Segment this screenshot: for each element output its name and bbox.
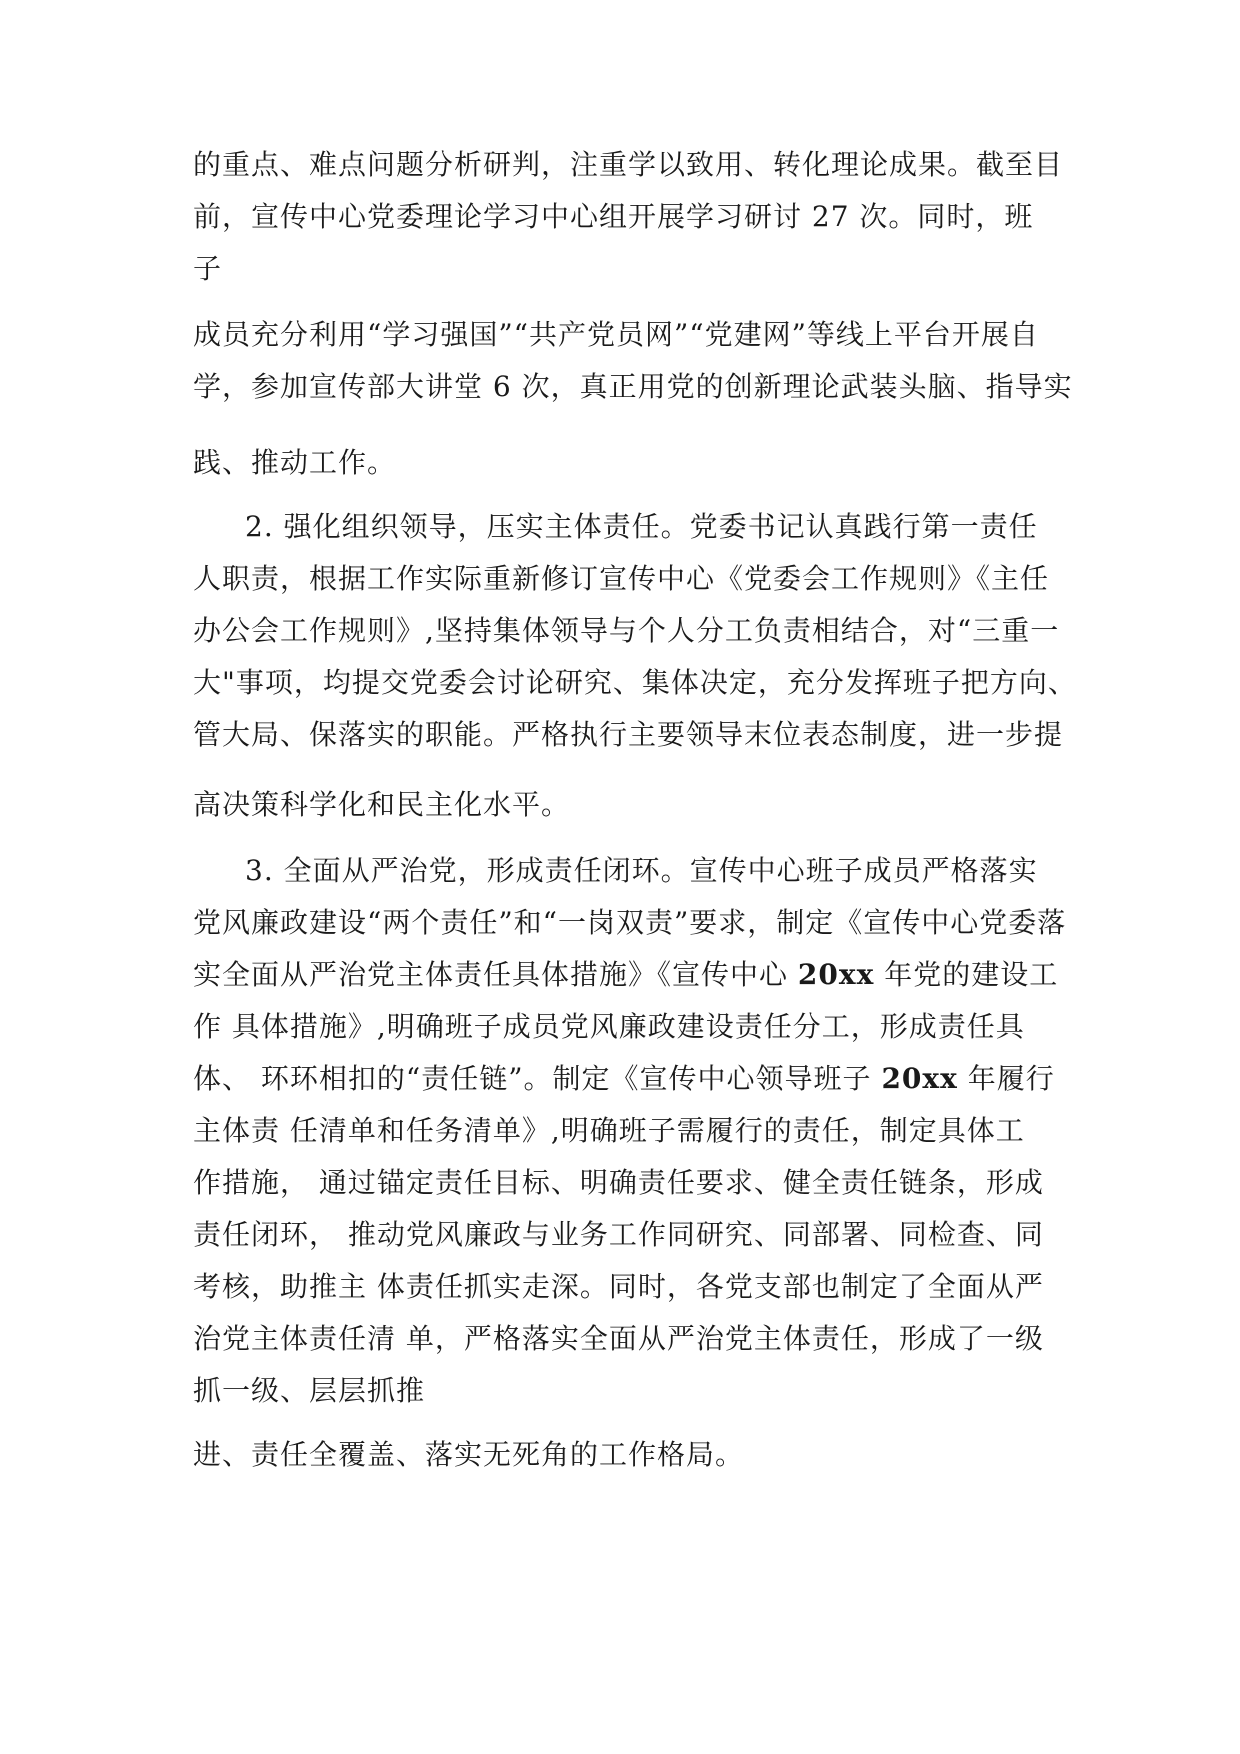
text-line: 成员充分利用“学习强国”“共产党员网”“党建网”等线上平台开展自 — [193, 318, 1039, 351]
text-line: 人职责，根据工作实际重新修订宣传中心《党委会工作规则》《主任 — [193, 562, 1050, 595]
text-line: 作 具体措施》,明确班子成员党风廉政建设责任分工，形成责任具 — [193, 1010, 1025, 1043]
text-line: 抓一级、层层抓推 — [193, 1374, 426, 1407]
text-line: 管大局、保落实的职能。严格执行主要领导末位表态制度，进一步提 — [193, 718, 1064, 751]
text-line: 前，宣传中心党委理论学习中心组开展学习研讨 27 次。同时，班 — [193, 200, 1034, 233]
text-line: 办公会工作规则》,坚持集体领导与个人分工负责相结合，对“三重一 — [193, 614, 1060, 647]
text-line: 践、推动工作。 — [193, 446, 397, 479]
text-line: 考核，助推主 体责任抓实走深。同时，各党支部也制定了全面从严 — [193, 1270, 1044, 1303]
text-line: 大"事项，均提交党委会讨论研究、集体决定，充分发挥班子把方向、 — [193, 666, 1077, 699]
text-line — [193, 958, 1058, 992]
text-line — [193, 1062, 1055, 1096]
text-segment: 体、 环环相扣的“责任链”。制定《宣传中心领导班子 — [193, 1062, 872, 1095]
text-line: 党风廉政建设“两个责任”和“一岗双责”要求，制定《宣传中心党委落 — [193, 906, 1067, 939]
text-segment: 实全面从严治党主体责任具体措施》《宣传中心 — [193, 958, 789, 991]
text-line: 子 — [193, 252, 223, 285]
paragraph-first-line: 3. 全面从严治党，形成责任闭环。宣传中心班子成员严格落实 — [245, 854, 1038, 887]
text-line: 学，参加宣传部大讲堂 6 次，真正用党的创新理论武装头脑、指导实 — [193, 370, 1073, 403]
text-line: 治党主体责任清 单，严格落实全面从严治党主体责任，形成了一级 — [193, 1322, 1044, 1355]
text-segment: 年履行 — [967, 1062, 1055, 1095]
text-line: 进、责任全覆盖、落实无死角的工作格局。 — [193, 1438, 745, 1471]
text-line: 作措施， 通过锚定责任目标、明确责任要求、健全责任链条，形成 — [193, 1166, 1044, 1199]
year-placeholder: 20xx — [797, 958, 875, 991]
text-line: 责任闭环， 推动党风廉政与业务工作同研究、同部署、同检查、同 — [193, 1218, 1044, 1251]
text-line: 高决策科学化和民主化水平。 — [193, 788, 571, 821]
paragraph-first-line: 2. 强化组织领导，压实主体责任。党委书记认真践行第一责任 — [245, 510, 1038, 543]
year-placeholder: 20xx — [881, 1062, 958, 1095]
text-segment: 年党的建设工 — [884, 958, 1059, 991]
text-line: 的重点、难点问题分析研判，注重学以致用、转化理论成果。截至目 — [193, 148, 1064, 181]
text-line: 主体责 任清单和任务清单》,明确班子需履行的责任，制定具体工 — [193, 1114, 1025, 1147]
